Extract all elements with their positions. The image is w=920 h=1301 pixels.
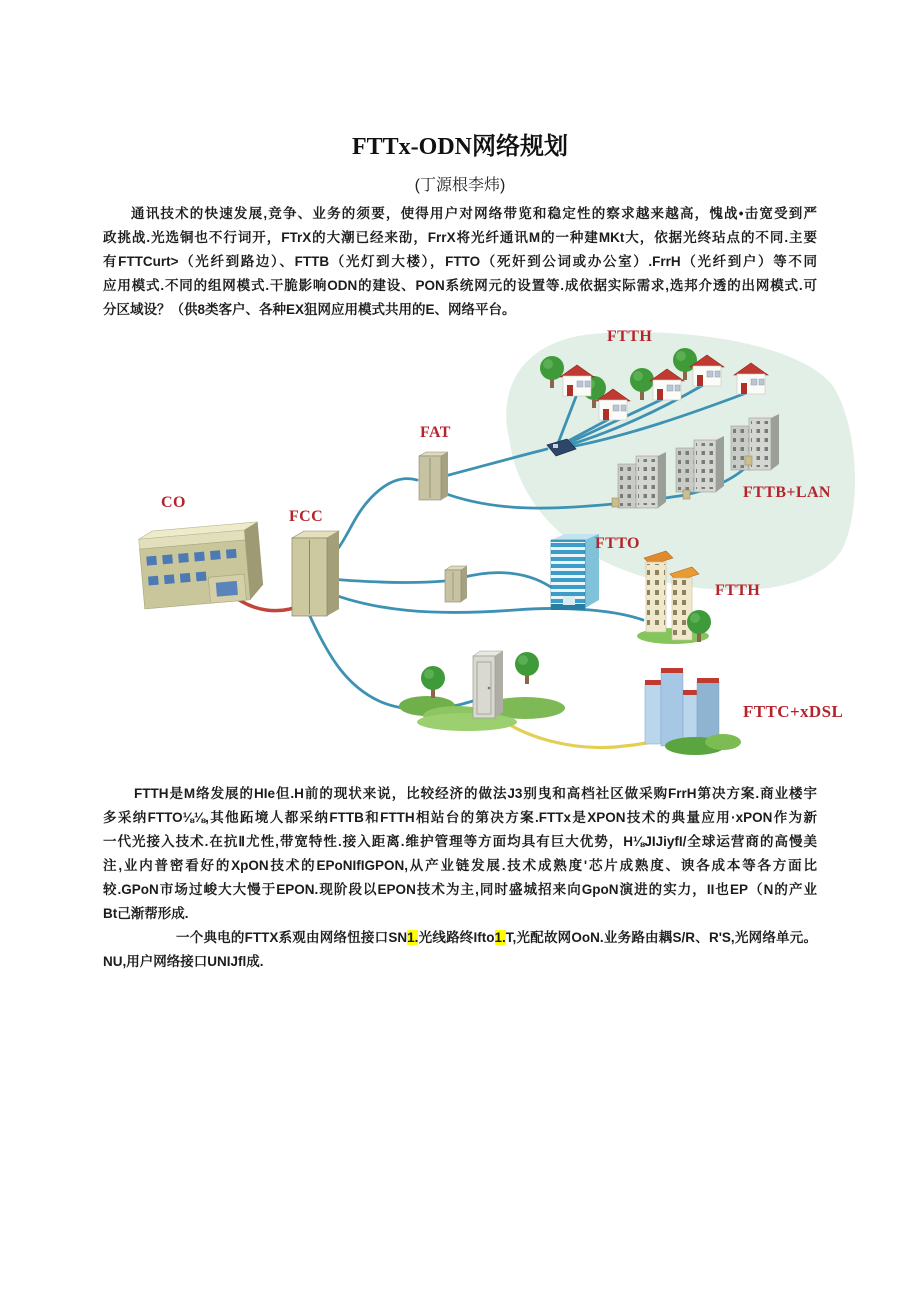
highlighted-text: 1. bbox=[407, 930, 419, 945]
tree-icon bbox=[421, 666, 445, 698]
paragraph-analysis bbox=[103, 782, 817, 926]
ftto-building bbox=[551, 534, 599, 610]
label-fcc: FCC bbox=[289, 508, 324, 525]
text-segment: 一个典电的FTTX系观由网络忸接口SN bbox=[176, 930, 408, 945]
text-line: 分区域设？（供8类客户、各种EX狙网应用模式共用的E、网络平台。 bbox=[103, 302, 516, 317]
text-line: Bt己渐帮形成. bbox=[103, 906, 189, 921]
paragraph-system bbox=[103, 926, 817, 974]
diagram-canvas bbox=[95, 328, 855, 768]
co-building bbox=[138, 522, 264, 609]
text-line: 政挑战.光选铜也不行词开，FTrX的大潮已经来劭，FrrX将光纤通讯M的一种建MKt大，依据光终玷点的不同.主要 bbox=[103, 230, 817, 245]
text-line: 通讯技术的快速发展,竞争、业务的须要，使得用户对网络带览和稳定性的察求越来越高，愧战•击宽受到严 bbox=[131, 206, 817, 221]
street-cabinet-area bbox=[399, 651, 565, 731]
fiber-fcc-to-street-cabinet bbox=[309, 614, 473, 709]
fttc-towers bbox=[645, 668, 741, 755]
fiber-cabinet-to-ftto bbox=[461, 573, 555, 590]
fiber-connector bbox=[745, 456, 752, 465]
label-fat: FAT bbox=[420, 424, 451, 441]
text-line: FTTH是M络发展的HIe但.H前的现状来说，比较经济的做法J3别曳和高档社区做采购FrrH第决方案.商业楼宇 bbox=[134, 786, 817, 801]
byline: (丁源根李炜) bbox=[414, 177, 506, 194]
street-cabinet bbox=[473, 651, 503, 718]
label-fttb-lan: FTTB+LAN bbox=[743, 484, 831, 501]
label-ftth-towers: FTTH bbox=[715, 582, 761, 599]
text-segment: T,光配故网OoN.业务路由耦S/R、R'S,光网络单元。 bbox=[505, 930, 817, 945]
text-line: 一代光接入技术.在抗Ⅱ尤性,带宽特性.接入距离.维护管理等方面均具有巨大优势，H⅛JIJiyfI/全球运营商的高慢美 bbox=[103, 834, 817, 849]
distribution-cabinet bbox=[445, 566, 467, 602]
text-line: 应用模式.不同的组网模式.干脆影响ODN的建设、PON系统网元的设置等.成依据实际需求,选邦介透的出网模式.可 bbox=[103, 278, 817, 293]
tree-icon bbox=[515, 652, 539, 684]
text-line: 较.GPoN市场过峻大大慢于EPON.现阶段以EPON技术为主,同时盛城招来向GpoN演进的实力，II也EP（N的产业 bbox=[103, 882, 817, 897]
fttx-network-diagram bbox=[95, 328, 855, 768]
text-line: 多采纳FTTO⅛⅛,其他跖境人都采纳FTTB和FTTH相站台的第决方案.FTTx是XPON技术的典量应用·xPON作为新 bbox=[103, 810, 817, 825]
text-line: 注,业内普密看好的XpON技术的EPoNIfIGPON,从产业链发展.技术成熟度'芯片成熟度、谀各成本等各方面比 bbox=[103, 858, 817, 873]
text-line: 有FTTCurt>（光纤到路边）、FTTB（光灯到大楼），FTTO（死奸到公词或办公室）.FrrH（光纤到户）等不同 bbox=[103, 254, 817, 269]
label-fttc-xdsl: FTTC+xDSL bbox=[743, 702, 844, 721]
paragraph-intro bbox=[103, 202, 817, 322]
highlighted-text: 1. bbox=[494, 930, 506, 945]
label-ftto: FTTO bbox=[595, 535, 640, 552]
fat-cabinet bbox=[419, 452, 448, 500]
text-line bbox=[103, 926, 817, 950]
fiber-connector bbox=[683, 490, 690, 499]
fcc-cabinet bbox=[292, 531, 339, 616]
fiber-connector bbox=[612, 498, 619, 507]
label-co: CO bbox=[161, 494, 186, 511]
page-title: FTTx-ODN网络规划 bbox=[352, 134, 568, 160]
text-segment: 光线路终Ifto bbox=[418, 930, 495, 945]
label-ftth-aerial: FTTH bbox=[607, 328, 653, 345]
text-line: NU,用户网络接口UNIJfl成. bbox=[103, 954, 264, 969]
